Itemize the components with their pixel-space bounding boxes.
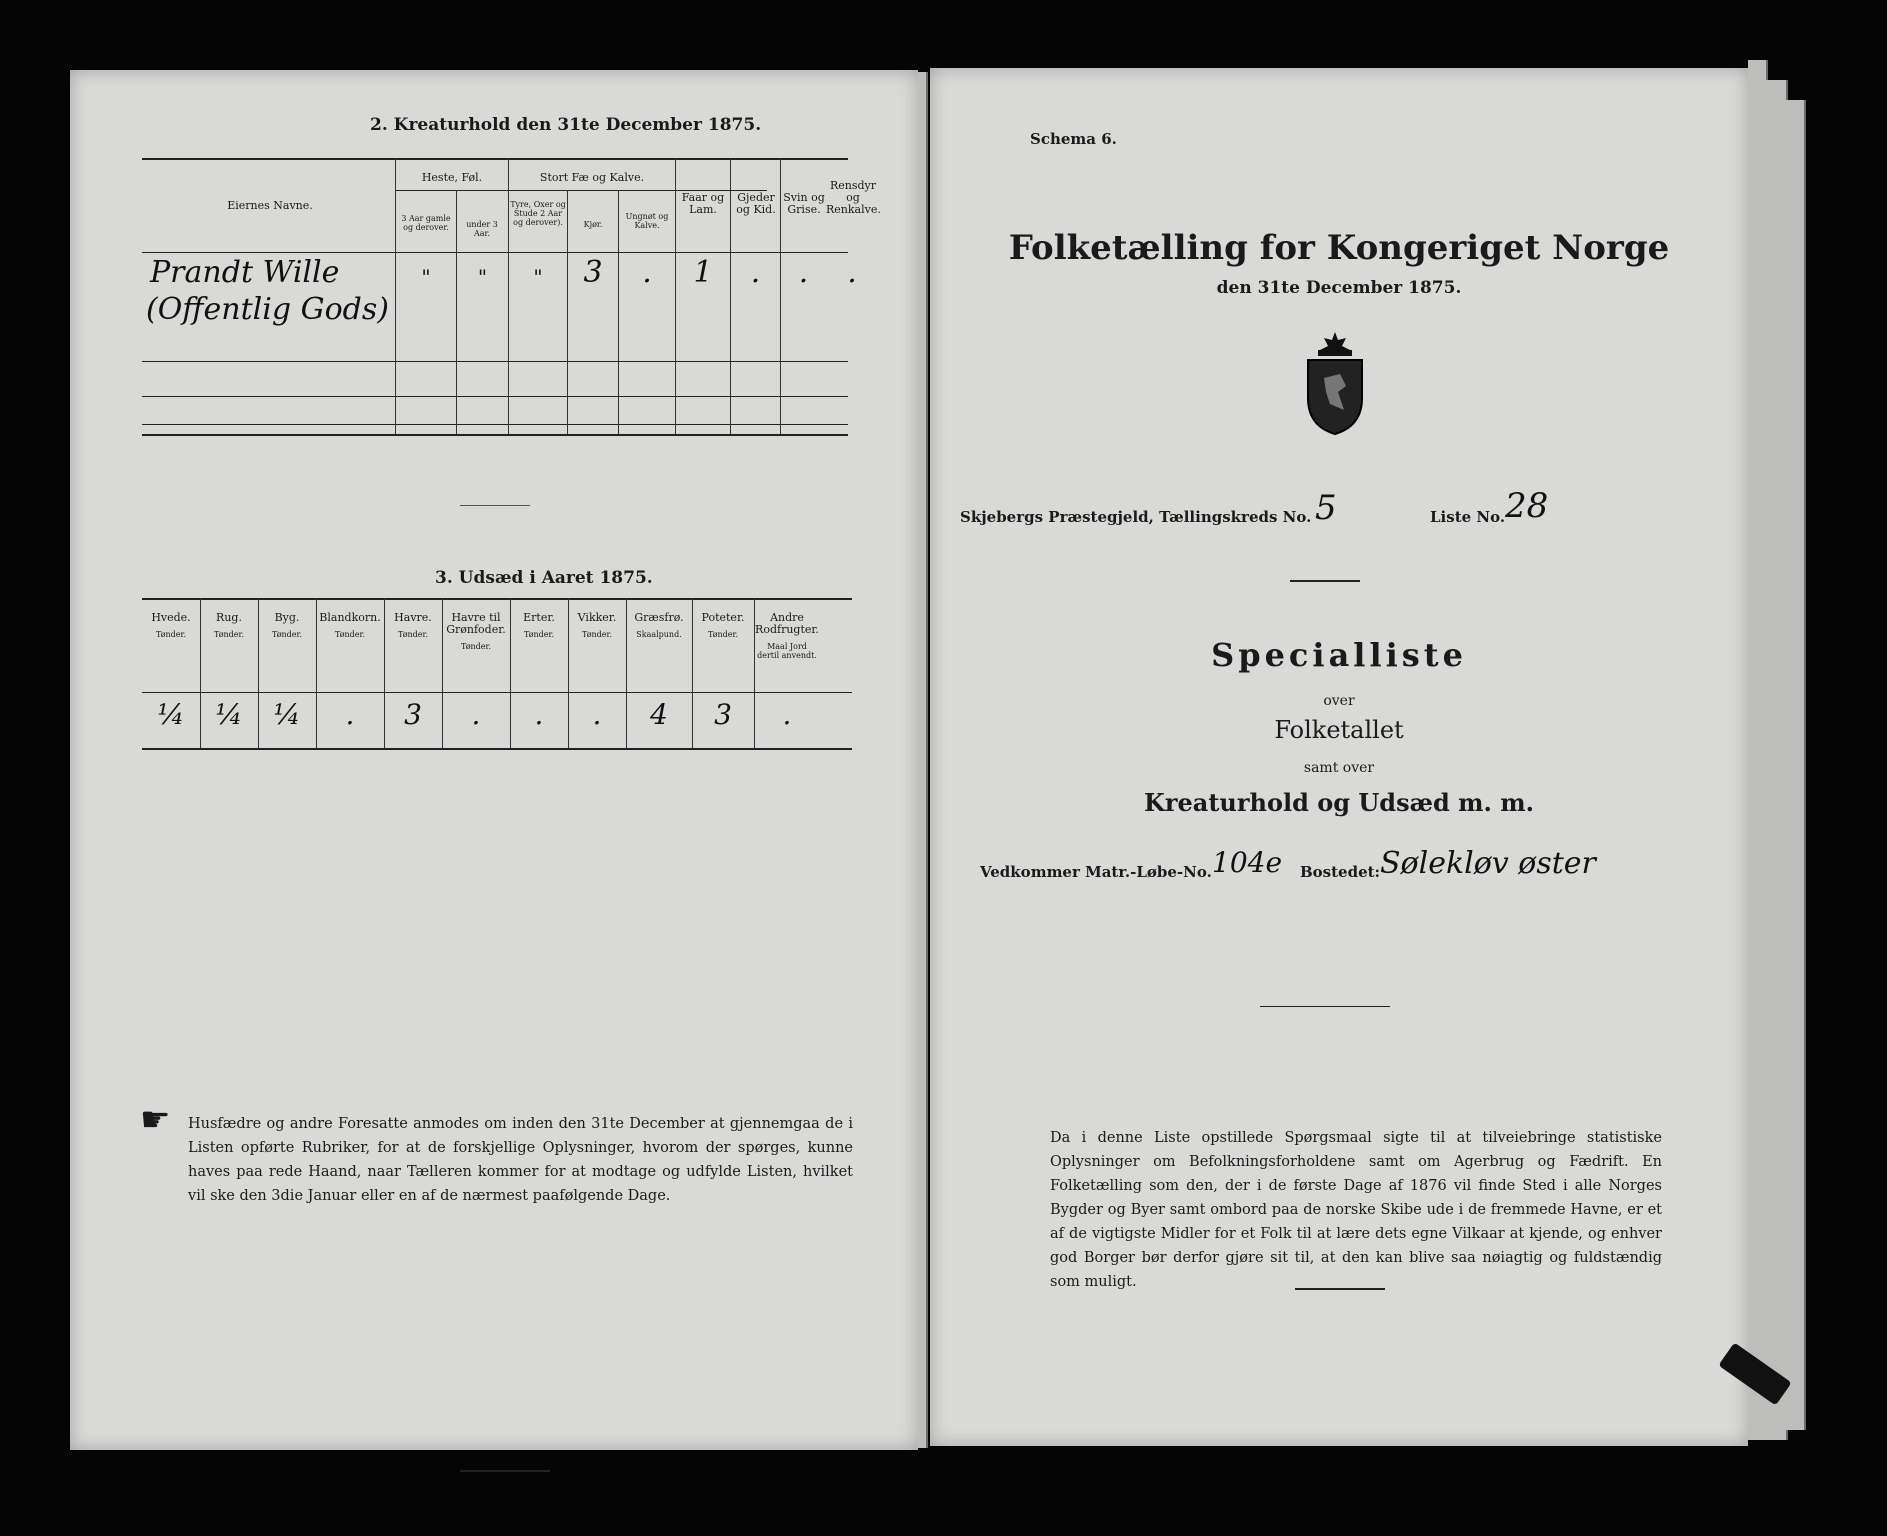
matr-number: 104e: [1212, 846, 1283, 879]
table2-col-divider: [730, 158, 731, 434]
crop-value: 3: [714, 698, 732, 731]
folketallet-heading: Folketallet: [1274, 716, 1404, 744]
faar-value: 1: [693, 255, 713, 290]
page-edge: [1748, 60, 1768, 1440]
coat-of-arms-icon: [1300, 330, 1370, 438]
crop-name: Rug.: [216, 611, 242, 624]
crop-col-header: [317, 612, 383, 639]
crop-value: 4: [650, 698, 668, 731]
crop-value: .: [471, 698, 481, 731]
owner-note: (Offentlig Gods): [146, 292, 389, 327]
crop-col-header: [143, 612, 199, 639]
crop-unit: Tønder.: [271, 630, 303, 639]
crop-value: .: [592, 698, 602, 731]
heste-3aar-value: ": [421, 265, 431, 289]
crop-name: Hvede.: [151, 611, 191, 624]
crop-value: .: [534, 698, 544, 731]
closing-rule: [460, 1470, 550, 1472]
notice-paragraph: Husfædre og andre Foresatte anmodes om inden den 31te December at gjennemgaa de i Listen opførte Rubriker, for at de forskjellige Oplysninger, hvorom der spørges, kunne haves paa rede Haand, naar Tælleren kommer for at modtage og udfylde Listen, hvilket vil ske den 3die Januar eller en af de nærmest paafølgende Dage.: [188, 1116, 853, 1204]
samt-over-text: samt over: [1303, 760, 1375, 776]
svin-value: .: [798, 255, 809, 290]
table2-col-divider: [780, 158, 781, 434]
crop-col-header: [511, 612, 567, 639]
crop-name: Havre.: [394, 611, 432, 624]
crop-name: Blandkorn.: [319, 611, 381, 624]
crop-name: Andre Rodfrugter.: [755, 611, 819, 636]
liste-number: 28: [1505, 486, 1549, 526]
page-edge: [918, 72, 928, 1448]
over-text: over: [1323, 693, 1355, 709]
ungnot-header: Ungnøt og Kalve.: [625, 212, 669, 230]
crop-name: Poteter.: [701, 611, 745, 624]
crop-name: Havre til Grønfoder.: [446, 611, 506, 636]
table3-top-rule: [142, 598, 852, 600]
crop-unit: Maal Jord dertil anvendt.: [757, 642, 817, 660]
crop-value: 3: [404, 698, 422, 731]
crop-unit: Tønder.: [155, 630, 187, 639]
crop-col-header: [569, 612, 625, 639]
crop-value: .: [345, 698, 355, 731]
crop-unit: Tønder.: [581, 630, 613, 639]
crop-name: Græsfrø.: [634, 611, 684, 624]
faar-header: Faar og Lam.: [681, 191, 725, 216]
crop-name: Vikker.: [577, 611, 617, 624]
kreds-number: 5: [1315, 488, 1337, 528]
crop-col-header: [627, 612, 691, 639]
page-edge: [1786, 100, 1806, 1430]
crop-value: .: [782, 698, 792, 731]
table2-col-divider: [508, 158, 509, 434]
crop-unit: Tønder.: [334, 630, 366, 639]
table2-header-rule: [142, 252, 848, 253]
crop-col-header: [201, 612, 257, 639]
gjeder-header: Gjeder og Kid.: [736, 191, 776, 216]
specialliste-heading: Specialliste: [1211, 636, 1467, 674]
census-date: den 31te December 1875.: [1216, 278, 1462, 298]
schema-label: Schema 6.: [1030, 130, 1117, 148]
crop-name: Byg.: [274, 611, 300, 624]
section2-title: 2. Kreaturhold den 31te December 1875.: [370, 115, 762, 135]
crop-unit: Skaalpund.: [636, 630, 682, 639]
table2-bottom-rule: [142, 434, 848, 436]
svin-header: Svin og Grise.: [783, 191, 825, 216]
table2-top-rule: [142, 158, 848, 160]
table2-col-divider: [567, 190, 568, 434]
owner-name: Prandt Wille: [150, 255, 340, 290]
liste-label: Liste No.: [1430, 508, 1506, 526]
crop-col-header: [755, 612, 819, 660]
page-edge: [1766, 80, 1788, 1440]
ungnot-value: .: [642, 255, 652, 290]
crop-unit: Tønder.: [397, 630, 429, 639]
kjor-value: 3: [583, 255, 603, 290]
rensdyr-value: .: [847, 255, 857, 290]
pointing-hand-icon: ☛: [140, 1100, 171, 1140]
crop-unit: Tønder.: [523, 630, 555, 639]
separator-rule: [1290, 580, 1360, 582]
table2-col-divider: [456, 190, 457, 434]
table2-col-divider: [675, 158, 676, 434]
tyre-header: Tyre, Oxer og Stude 2 Aar og derover).: [510, 200, 566, 227]
table2-row-rule: [142, 396, 848, 397]
census-title: Folketælling for Kongeriget Norge: [1008, 228, 1670, 268]
left-page: [70, 70, 918, 1450]
section3-title: 3. Udsæd i Aaret 1875.: [435, 568, 653, 588]
crop-col-header: [443, 612, 509, 651]
right-page: [930, 68, 1748, 1446]
separator-rule: [460, 505, 530, 506]
separator-rule: [1260, 1006, 1390, 1007]
crop-name: Erter.: [523, 611, 555, 624]
crop-col-header: [385, 612, 441, 639]
heste-under-value: ": [477, 265, 488, 289]
storfe-group-header: Stort Fæ og Kalve.: [539, 171, 645, 184]
crop-value: ¼: [215, 698, 243, 731]
parish-label: Skjebergs Præstegjeld, Tællingskreds No.: [960, 508, 1312, 526]
bosted-label: Bostedet:: [1300, 863, 1381, 881]
crop-unit: Tønder.: [460, 642, 492, 651]
table2-col-divider: [618, 190, 619, 434]
heste-3aar-header: 3 Aar gamle og derover.: [401, 214, 451, 232]
crop-col-header: [259, 612, 315, 639]
crop-unit: Tønder.: [707, 630, 739, 639]
info-paragraph: Da i denne Liste opstillede Spørgsmaal sigte til at tilveiebringe statistiske Oplysninger om Befolkningsforholdene samt om Agerbrug og Fædrift. En Folketælling som den, der i de første Dage af 1876 vil finde Sted i alle Norges Bygder og Byer samt ombord paa de norske Skibe ude i de fremmede Havne, er et af de vigtigste Midler for et Folk til at lære dets egne Vilkaar at kjende, og enhver god Borger bør derfor gjøre sit til, at den kan blive saa nøiagtig og fuldstændig som muligt.: [1050, 1130, 1662, 1290]
heste-under-header: under 3 Aar.: [466, 220, 498, 238]
kreaturhold-heading: Kreaturhold og Udsæd m. m.: [1144, 788, 1534, 817]
kjor-header: Kjør.: [583, 220, 603, 229]
owner-header: Eiernes Navne.: [227, 199, 313, 212]
crop-value: ¼: [157, 698, 185, 731]
crop-unit: Tønder.: [213, 630, 245, 639]
matr-label: Vedkommer Matr.-Løbe-No.: [980, 863, 1212, 881]
table2-row-rule: [142, 424, 848, 425]
crop-col-header: [693, 612, 753, 639]
rensdyr-header: Rensdyr og Renkalve.: [826, 179, 881, 216]
tyre-value: ": [533, 265, 543, 289]
gjeder-value: .: [750, 255, 761, 290]
table2-row-rule: [142, 361, 848, 362]
table3-header-rule: [142, 692, 852, 693]
heste-group-header: Heste, Føl.: [421, 171, 483, 184]
bosted-value: Sølekløv øster: [1380, 846, 1596, 881]
table2-col-divider: [395, 158, 396, 434]
crop-value: ¼: [273, 698, 301, 731]
table3-bottom-rule: [142, 748, 852, 750]
closing-rule: [1295, 1288, 1385, 1290]
